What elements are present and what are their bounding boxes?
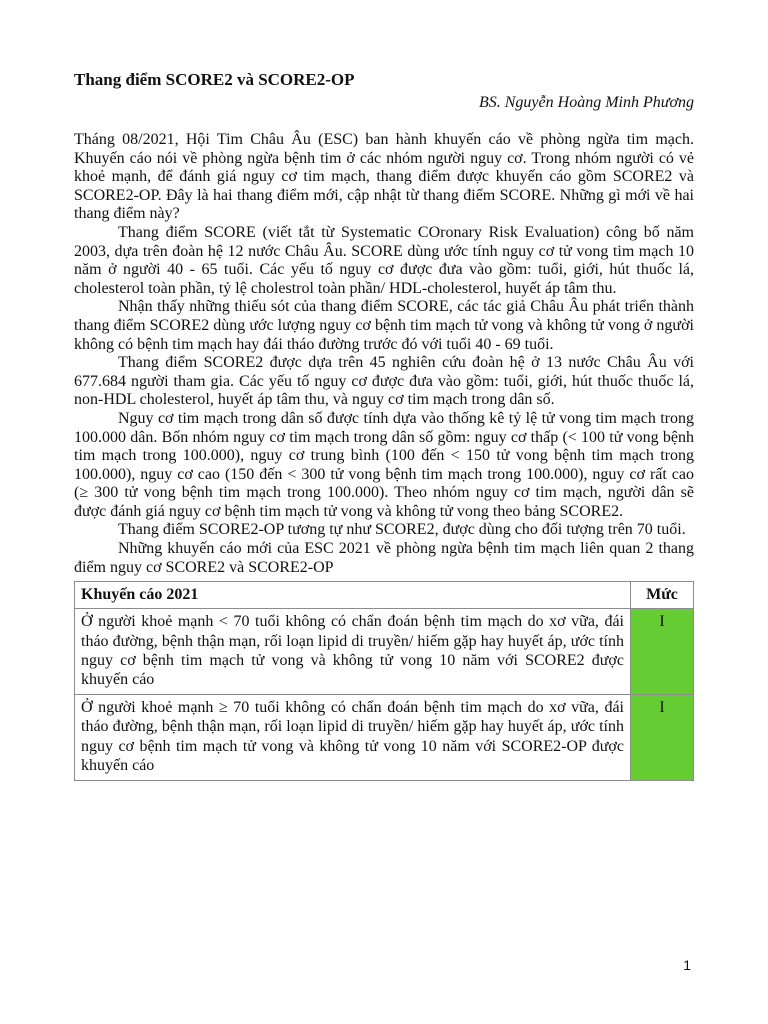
document-page bbox=[74, 68, 694, 781]
header-level: Mức bbox=[631, 582, 694, 609]
recommendation-table bbox=[74, 581, 694, 780]
page-number: 1 bbox=[683, 957, 691, 973]
paragraph: Thang điểm SCORE2-OP tương tự như SCORE2, được dùng cho đối tượng trên 70 tuổi. bbox=[118, 521, 686, 539]
author-name: BS. Nguyễn Hoàng Minh Phương bbox=[478, 94, 694, 111]
table-row bbox=[75, 609, 694, 695]
recommendation-text: Ở người khoẻ mạnh ≥ 70 tuổi không có chẩn đoán bệnh tim mạch do xơ vữa, đái tháo đường, bệnh thận mạn, rối loạn lipid di truyền/ hiếm gặp hay huyết áp, ước tính nguy cơ bệnh tim mạch tử vong và không tử vong 10 năm với SCORE2-OP được khuyến cáo bbox=[75, 694, 631, 780]
paragraph: Thang điểm SCORE (viết tắt từ Systematic COronary Risk Evaluation) công bố năm 2003, dựa trên đoàn hệ 12 nước Châu Âu. SCORE dùng ước tính nguy cơ tử vong tim mạch 10 năm ở người 40 - 65 tuổi. Các yếu tố nguy cơ được đưa vào gồm: tuổi, giới, hút thuốc lá, cholesterol toàn phần, tỷ lệ cholestrol toàn phần/ HDL-cholesterol, huyết áp tâm thu. bbox=[74, 223, 694, 297]
document-title: Thang điểm SCORE2 và SCORE2-OP bbox=[74, 70, 355, 89]
paragraph: Nguy cơ tim mạch trong dân số được tính dựa vào thống kê tỷ lệ tử vong tim mạch trong 100.000 dân. Bốn nhóm nguy cơ tim mạch trong dân số gồm: nguy cơ thấp (< 100 tử vong bệnh tim mạch trong 100.000), nguy cơ trung bình (100 đến < 150 tử vong bệnh tim mạch trong 100.000), nguy cơ cao (150 đến < 300 tử vong bệnh tim mạch trong 100.000), nguy cơ rất cao (≥ 300 tử vong bệnh tim mạch trong 100.000). Theo nhóm nguy cơ tim mạch, người dân sẽ được đánh giá nguy cơ bệnh tim mạch tử vong và không tử vong theo bảng SCORE2. bbox=[74, 409, 694, 520]
body-text bbox=[74, 131, 694, 577]
paragraph: Thang điểm SCORE2 được dựa trên 45 nghiên cứu đoàn hệ ở 13 nước Châu Âu với 677.684 người tham gia. Các yếu tố nguy cơ được đưa vào gồm: tuổi, giới, hút thuốc thuốc lá, non-HDL cholesterol, huyết áp tâm thu, và nguy cơ tim mạch trong dân số. bbox=[74, 354, 694, 409]
table-row bbox=[75, 694, 694, 780]
recommendation-level: I bbox=[631, 609, 694, 695]
paragraph: Tháng 08/2021, Hội Tim Châu Âu (ESC) ban hành khuyến cáo về phòng ngừa tim mạch. Khuyến cáo nói về phòng ngừa bệnh tim ở các nhóm người nguy cơ. Trong nhóm người có vẻ khoẻ mạnh, để đánh giá nguy cơ tim mạch, thang điểm được khuyến cáo gồm SCORE2 và SCORE2-OP. Đây là hai thang điểm mới, cập nhật từ thang điểm SCORE. Những gì mới về hai thang điểm này? bbox=[74, 131, 694, 223]
paragraph: Những khuyến cáo mới của ESC 2021 về phòng ngừa bệnh tim mạch liên quan 2 thang điểm nguy cơ SCORE2 và SCORE2-OP bbox=[74, 540, 694, 576]
table-header-row bbox=[75, 582, 694, 609]
recommendation-text: Ở người khoẻ mạnh < 70 tuổi không có chẩn đoán bệnh tim mạch do xơ vữa, đái tháo đường, bệnh thận mạn, rối loạn lipid di truyền/ hiếm gặp hay huyết áp, ước tính nguy cơ bệnh tim mạch tử vong và không tử vong 10 năm với SCORE2 được khuyến cáo bbox=[75, 609, 631, 695]
recommendation-level: I bbox=[631, 694, 694, 780]
paragraph: Nhận thấy những thiếu sót của thang điểm SCORE, các tác giả Châu Âu phát triển thành thang điểm SCORE2 dùng ước lượng nguy cơ bệnh tim mạch tử vong và không tử vong ở người không có bệnh tim mạch hay đái tháo đường trước đó với tuổi 40 - 69 tuổi. bbox=[74, 298, 694, 353]
header-recommendation: Khuyến cáo 2021 bbox=[75, 582, 631, 609]
